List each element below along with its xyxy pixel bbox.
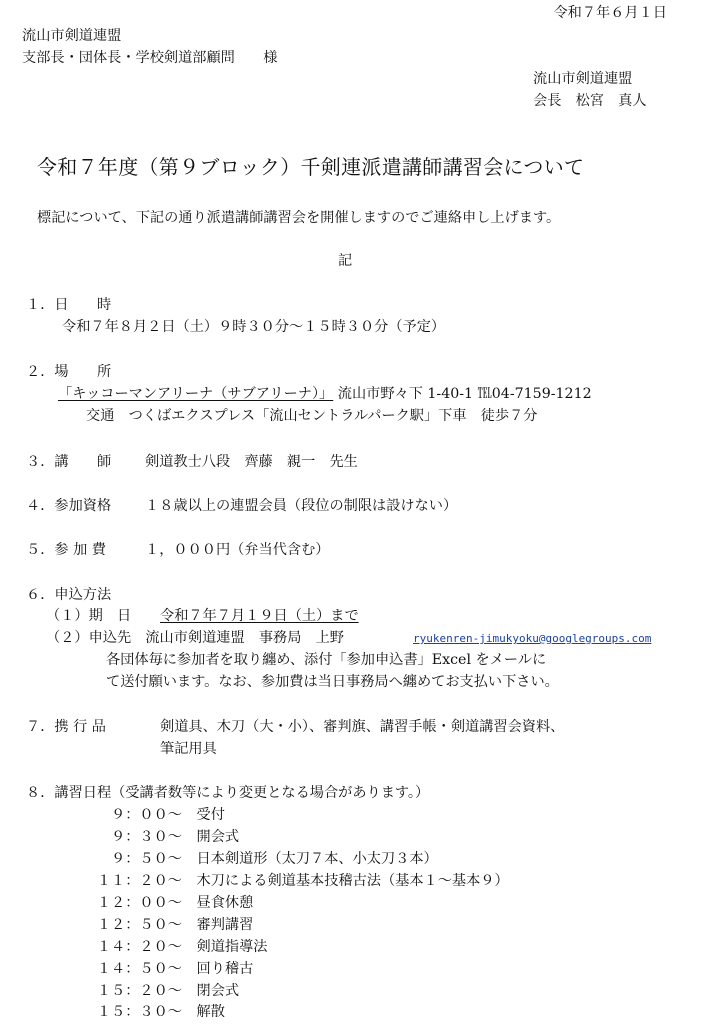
schedule-item: 剣道指導法 xyxy=(196,939,268,955)
schedule-row xyxy=(74,804,225,826)
schedule-item: 回り稽古 xyxy=(196,961,254,977)
section-3-body: 剣道教士八段 齊藤 親一 先生 xyxy=(145,454,358,470)
venue-name: 「キッコーマンアリーナ（サブアリーナ）」 xyxy=(58,386,334,402)
schedule-time: ９：５０～ xyxy=(111,851,182,867)
schedule-time: １４：５０～ xyxy=(96,961,182,977)
intro-text: 標記について、下記の通り派遣講師講習会を開催しますのでご連絡申し上げます。 xyxy=(37,210,561,226)
schedule-row xyxy=(74,1001,225,1023)
sender-org: 流山市剣道連盟 xyxy=(533,71,633,87)
schedule-item: 解散 xyxy=(196,1004,225,1020)
schedule-item: 閉会式 xyxy=(196,983,240,999)
schedule-time: １２：００～ xyxy=(96,895,182,911)
recipient-org: 流山市剣道連盟 xyxy=(22,28,122,44)
schedule-item: 木刀による剣道基本技稽古法（基本１～基本９） xyxy=(196,873,509,889)
sender-name: 会長 松宮 真人 xyxy=(533,93,647,109)
deadline-date: 令和７年７月１９日（土）まで xyxy=(160,608,359,624)
schedule-row xyxy=(74,870,509,892)
section-7-label: ７．携 行 品 xyxy=(26,719,106,735)
section-5-body: １，０００円（弁当代含む） xyxy=(145,542,330,558)
section-1-label: １．日 時 xyxy=(26,297,112,313)
section-2-access: 交通 つくばエクスプレス「流山セントラルパーク駅」下車 徒歩７分 xyxy=(86,408,538,424)
section-8-label: ８．講習日程（受講者数等により変更となる場合があります。） xyxy=(26,785,430,801)
schedule-time: ９：００～ xyxy=(111,807,182,823)
schedule-row xyxy=(74,848,438,870)
schedule-row xyxy=(74,958,253,980)
section-3-label: ３．講 師 xyxy=(26,454,112,470)
application-note-2: て送付願います。なお、参加費は当日事務局へ纏めてお支払い下さい。 xyxy=(106,674,559,690)
schedule-row xyxy=(74,936,267,958)
schedule-time: １５：３０～ xyxy=(96,1004,182,1020)
section-4-body: １８歳以上の連盟会員（段位の制限は設けない） xyxy=(145,498,458,514)
deadline-label: （１）期 日 xyxy=(46,608,132,624)
schedule-item: 昼食休憩 xyxy=(196,895,254,911)
document-title: 令和７年度（第９ブロック）千剣連派遣講師講習会について xyxy=(37,155,585,179)
application-note-1: 各団体毎に参加者を取り纏め、添付「参加申込書」Excel をメールに xyxy=(106,652,547,668)
schedule-item: 日本剣道形（太刀７本、小太刀３本） xyxy=(196,851,438,867)
section-4-label: ４．参加資格 xyxy=(26,498,112,514)
section-5-label: ５．参 加 費 xyxy=(26,542,106,558)
section-2-venue-line xyxy=(58,383,592,405)
section-6-label: ６．申込方法 xyxy=(26,587,112,603)
schedule-item: 審判講習 xyxy=(196,917,254,933)
contact-label: （２）申込先 流山市剣道連盟 事務局 上野 xyxy=(46,630,344,646)
schedule-row xyxy=(74,914,253,936)
recipient-people: 支部長・団体長・学校剣道部顧問 様 xyxy=(22,50,278,66)
schedule-item: 開会式 xyxy=(196,829,240,845)
schedule-row xyxy=(74,892,253,914)
section-7-line-1: 剣道具、木刀（大・小）、審判旗、講習手帳・剣道講習会資料、 xyxy=(160,719,565,735)
section-7-line-2: 筆記用具 xyxy=(160,741,217,757)
schedule-row xyxy=(74,980,239,1002)
section-1-body: 令和７年８月２日（土）９時３０分～１５時３０分（予定） xyxy=(62,319,446,335)
schedule-time: ９：３０～ xyxy=(111,829,182,845)
schedule-time: １２：５０～ xyxy=(96,917,182,933)
schedule-item: 受付 xyxy=(196,807,225,823)
schedule-row xyxy=(74,826,239,848)
venue-address: 流山市野々下 1-40-1 ℡04-7159-1212 xyxy=(337,386,592,402)
schedule-time: １１：２０～ xyxy=(96,873,182,889)
schedule-time: １５：２０～ xyxy=(96,983,182,999)
schedule-time: １４：２０～ xyxy=(96,939,182,955)
ki-heading: 記 xyxy=(338,253,353,269)
section-2-label: ２．場 所 xyxy=(26,364,112,380)
contact-email-link[interactable]: ryukenren-jimukyoku@googlegroups.com xyxy=(413,632,652,645)
issue-date: 令和７年６月１日 xyxy=(553,5,667,21)
